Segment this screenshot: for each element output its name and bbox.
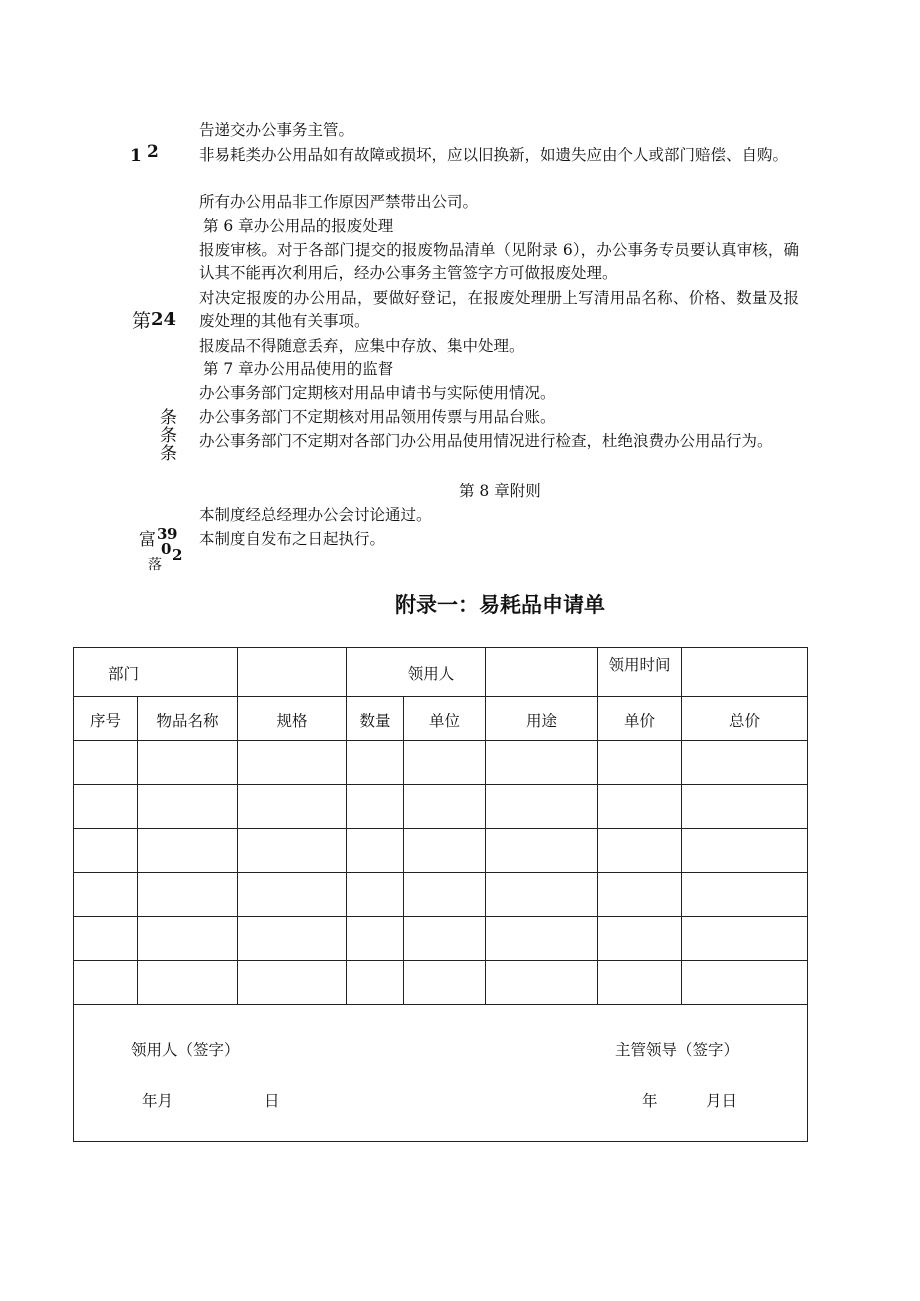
- table-row: [74, 829, 808, 873]
- consumables-application-form: [73, 647, 808, 1142]
- table-cell[interactable]: [598, 741, 682, 785]
- table-cell[interactable]: [74, 785, 138, 829]
- form-header-row: [74, 697, 808, 741]
- paragraph: 报废品不得随意丢弃，应集中存放、集中处理。: [199, 337, 525, 355]
- table-cell[interactable]: [598, 829, 682, 873]
- table-cell[interactable]: [138, 785, 238, 829]
- paragraph: 办公事务部门定期核对用品申请书与实际使用情况。: [199, 384, 556, 402]
- header-cell: [74, 697, 138, 741]
- header-cell: [682, 697, 808, 741]
- margin-mark: 条: [160, 426, 177, 446]
- time-value-cell[interactable]: [682, 648, 808, 697]
- time-value: [682, 648, 807, 662]
- header-cell: [404, 697, 486, 741]
- table-cell[interactable]: [347, 741, 404, 785]
- table-cell[interactable]: [682, 873, 808, 917]
- table-cell[interactable]: [598, 917, 682, 961]
- header-cell: [238, 697, 347, 741]
- table-cell[interactable]: [404, 917, 486, 961]
- header-cell: [347, 697, 404, 741]
- header-cell: [598, 697, 682, 741]
- header-cell: [486, 697, 598, 741]
- table-cell[interactable]: [682, 785, 808, 829]
- table-cell[interactable]: [347, 917, 404, 961]
- margin-mark: 2: [172, 546, 183, 564]
- paragraph: 对决定报废的办公用品，要做好登记，在报废处理册上写清用品名称、价格、数量及报废处理的其他有关事项。: [199, 289, 799, 330]
- table-cell[interactable]: [138, 917, 238, 961]
- chapter-heading: 第 8 章附则: [459, 482, 541, 500]
- paragraph: 非易耗类办公用品如有故障或损坏，应以旧换新，如遗失应由个人或部门赔偿、自购。: [199, 146, 789, 164]
- table-row: [74, 917, 808, 961]
- paragraph: 所有办公用品非工作原因严禁带出公司。: [199, 193, 479, 211]
- table-cell[interactable]: [74, 829, 138, 873]
- chapter-heading: 第 7 章办公用品使用的监督: [203, 360, 394, 378]
- table-cell[interactable]: [486, 961, 598, 1005]
- table-cell[interactable]: [682, 961, 808, 1005]
- table-cell[interactable]: [74, 961, 138, 1005]
- table-cell[interactable]: [598, 785, 682, 829]
- table-row: [74, 961, 808, 1005]
- table-cell[interactable]: [138, 873, 238, 917]
- dept-value: [238, 648, 346, 662]
- table-cell[interactable]: [238, 873, 347, 917]
- margin-mark: 落: [148, 557, 162, 573]
- signature-row: [74, 1005, 808, 1142]
- table-cell[interactable]: [238, 829, 347, 873]
- margin-mark: 条: [160, 444, 177, 464]
- receiver-signature-label: 领用人（签字）: [131, 1041, 240, 1059]
- receiver-label: 领用人: [407, 665, 455, 683]
- table-cell[interactable]: [138, 961, 238, 1005]
- table-cell[interactable]: [404, 829, 486, 873]
- margin-mark: 2: [147, 142, 159, 162]
- margin-mark: 24: [151, 309, 177, 330]
- receiver-date-year-month: 年月: [142, 1092, 174, 1110]
- table-cell[interactable]: [486, 741, 598, 785]
- receiver-value: [486, 648, 597, 662]
- table-cell[interactable]: [347, 785, 404, 829]
- margin-mark: 富: [139, 530, 156, 550]
- table-cell[interactable]: [404, 873, 486, 917]
- dept-label: 部门: [108, 665, 140, 683]
- paragraph: 报废审核。对于各部门提交的报废物品清单（见附录 6），办公事务专员要认真审核，确认其不能再次利用后，经办公事务主管签字方可做报废处理。: [199, 241, 799, 282]
- manager-date-month-day: 月日: [706, 1092, 738, 1110]
- paragraph: 办公事务部门不定期核对用品领用传票与用品台账。: [199, 408, 556, 426]
- manager-signature-label: 主管领导（签字）: [615, 1041, 740, 1059]
- table-cell[interactable]: [74, 917, 138, 961]
- table-cell[interactable]: [138, 741, 238, 785]
- table-cell[interactable]: [404, 961, 486, 1005]
- table-cell[interactable]: [486, 829, 598, 873]
- margin-mark: 1: [130, 146, 142, 166]
- table-cell[interactable]: [598, 873, 682, 917]
- table-cell[interactable]: [347, 961, 404, 1005]
- table-cell[interactable]: [74, 741, 138, 785]
- table-cell[interactable]: [486, 785, 598, 829]
- paragraph: 本制度经总经理办公会讨论通过。: [199, 506, 432, 524]
- table-cell[interactable]: [598, 961, 682, 1005]
- table-cell[interactable]: [238, 917, 347, 961]
- receiver-label-cell: [347, 648, 486, 697]
- receiver-date-day: 日: [264, 1092, 280, 1110]
- time-label: 领用时间: [608, 656, 671, 674]
- margin-mark: 第: [132, 310, 152, 332]
- manager-date-year: 年: [642, 1092, 658, 1110]
- table-cell[interactable]: [404, 785, 486, 829]
- header-unit-price: 单价: [624, 712, 656, 730]
- dept-label-cell: [74, 648, 238, 697]
- table-cell[interactable]: [138, 829, 238, 873]
- time-label-cell: [598, 648, 682, 697]
- header-total-price: 总价: [729, 712, 761, 730]
- appendix-title: 附录一：易耗品申请单: [395, 593, 605, 617]
- receiver-value-cell[interactable]: [486, 648, 598, 697]
- header-unit: 单位: [429, 712, 461, 730]
- margin-mark: 条: [160, 408, 177, 428]
- table-cell[interactable]: [486, 917, 598, 961]
- header-item-name: 物品名称: [156, 712, 219, 730]
- paragraph: 告递交办公事务主管。: [199, 121, 355, 139]
- header-purpose: 用途: [526, 712, 558, 730]
- dept-value-cell[interactable]: [238, 648, 347, 697]
- margin-mark: 3: [157, 525, 168, 543]
- table-cell[interactable]: [486, 873, 598, 917]
- paragraph: 办公事务部门不定期对各部门办公用品使用情况进行检查，杜绝浪费办公用品行为。: [199, 432, 773, 450]
- signature-cell: [74, 1005, 808, 1142]
- header-cell: [138, 697, 238, 741]
- paragraph: 本制度自发布之日起执行。: [199, 530, 386, 548]
- table-cell[interactable]: [682, 917, 808, 961]
- margin-mark: 9: [167, 525, 178, 543]
- table-cell[interactable]: [238, 785, 347, 829]
- table-row: [74, 873, 808, 917]
- table-cell[interactable]: [682, 741, 808, 785]
- chapter-heading: 第 6 章办公用品的报废处理: [203, 217, 394, 235]
- header-seq: 序号: [89, 712, 121, 730]
- table-cell[interactable]: [347, 829, 404, 873]
- header-spec: 规格: [276, 712, 308, 730]
- table-row: [74, 785, 808, 829]
- table-cell[interactable]: [238, 961, 347, 1005]
- table-cell[interactable]: [682, 829, 808, 873]
- table-cell[interactable]: [74, 873, 138, 917]
- margin-mark: 0: [161, 540, 172, 558]
- table-cell[interactable]: [238, 741, 347, 785]
- header-quantity: 数量: [359, 712, 391, 730]
- table-row: [74, 741, 808, 785]
- table-cell[interactable]: [347, 873, 404, 917]
- form-info-row: [74, 648, 808, 697]
- table-cell[interactable]: [404, 741, 486, 785]
